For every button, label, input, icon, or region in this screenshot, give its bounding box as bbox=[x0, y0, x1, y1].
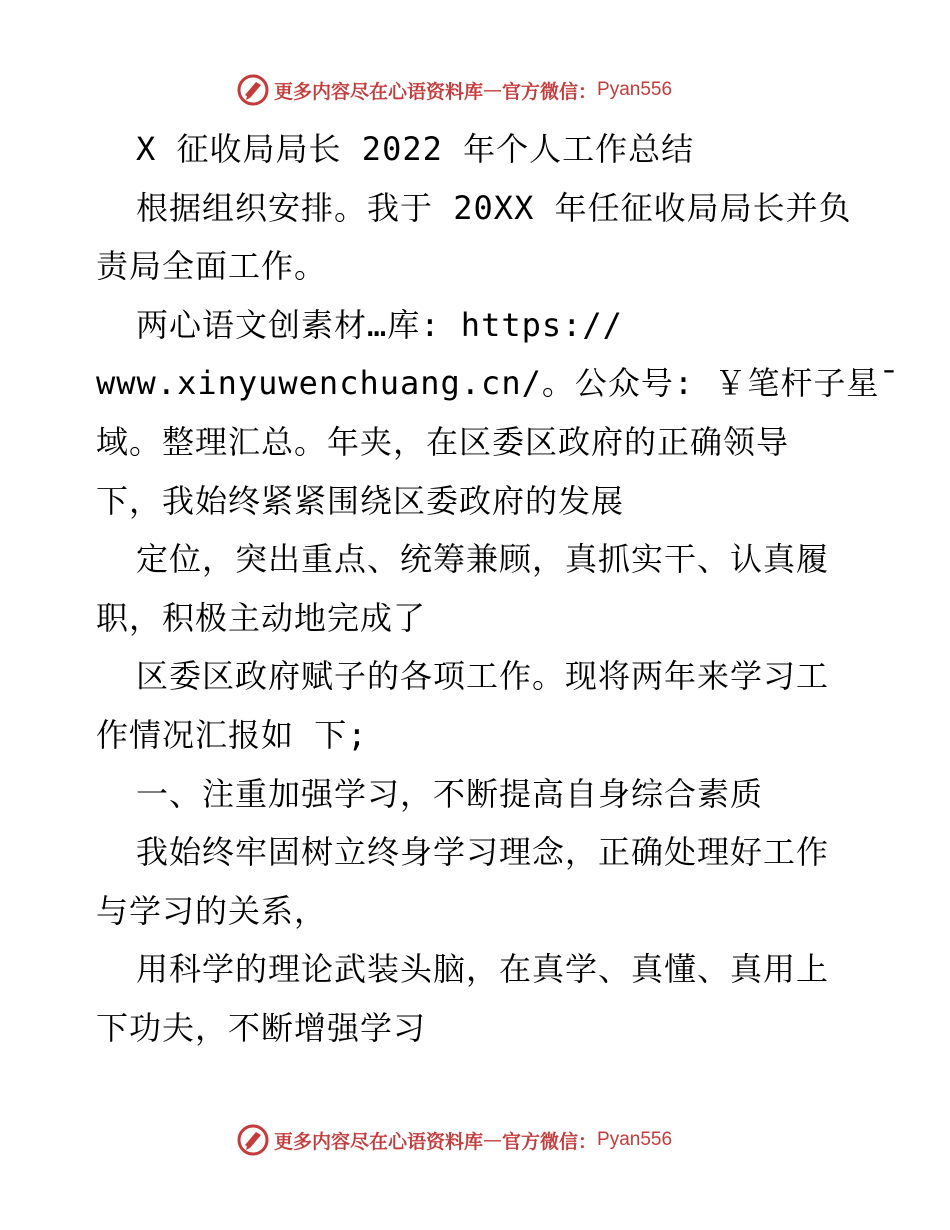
header-banner-separator: — bbox=[483, 79, 503, 101]
text-line: 作情况汇报如 下; bbox=[96, 715, 368, 754]
brand-logo-icon bbox=[236, 73, 270, 107]
text-line: 两心语文创素材…库: https:// bbox=[136, 305, 623, 344]
text-line: 用科学的理论武装头脑，在真学、真懂、真用上 bbox=[136, 950, 830, 989]
footer-banner-id: Pyan556 bbox=[597, 1129, 673, 1150]
text-line: 域。整理汇总。年夹，在区委区政府的正确领导 bbox=[96, 422, 790, 461]
text-line: 责局全面工作。 bbox=[96, 247, 328, 286]
text-line: 定位，突出重点、统筹兼顾，真抓实干、认真履 bbox=[136, 540, 830, 579]
document-body bbox=[96, 120, 900, 1058]
section-heading: 一、注重加强学习，不断提高自身综合素质 bbox=[136, 774, 764, 813]
text-line: 我始终牢固树立终身学习理念，正确处理好工作 bbox=[136, 833, 830, 872]
text-line: www.xinyuwenchuang.cn/。公众号: ￥笔杆子星¯ bbox=[96, 364, 900, 403]
footer-watermark bbox=[236, 1122, 672, 1158]
header-watermark bbox=[236, 72, 672, 108]
header-banner-text: 更多内容尽在心语资料库 bbox=[274, 80, 484, 103]
brand-logo-icon bbox=[236, 1123, 270, 1157]
footer-banner-text: 更多内容尽在心语资料库 bbox=[274, 1130, 484, 1153]
footer-banner-separator: — bbox=[483, 1129, 503, 1151]
document-title: X 征收局局长 2022 年个人工作总结 bbox=[136, 130, 695, 168]
text-line: 下功夫，不断增强学习 bbox=[96, 1008, 427, 1047]
text-line: 职，积极主动地完成了 bbox=[96, 598, 427, 637]
header-banner-id: Pyan556 bbox=[597, 79, 673, 100]
header-banner-label: 官方微信： bbox=[502, 80, 598, 103]
text-line: 根据组织安排。我于 20XX 年任征收局局长并负 bbox=[136, 188, 852, 227]
text-line: 区委区政府赋子的各项工作。现将两年来学习工 bbox=[136, 657, 830, 696]
text-line: 下，我始终紧紧围绕区委政府的发展 bbox=[96, 481, 625, 520]
footer-banner-label: 官方微信： bbox=[502, 1130, 598, 1153]
text-line: 与学习的关系， bbox=[96, 891, 328, 930]
